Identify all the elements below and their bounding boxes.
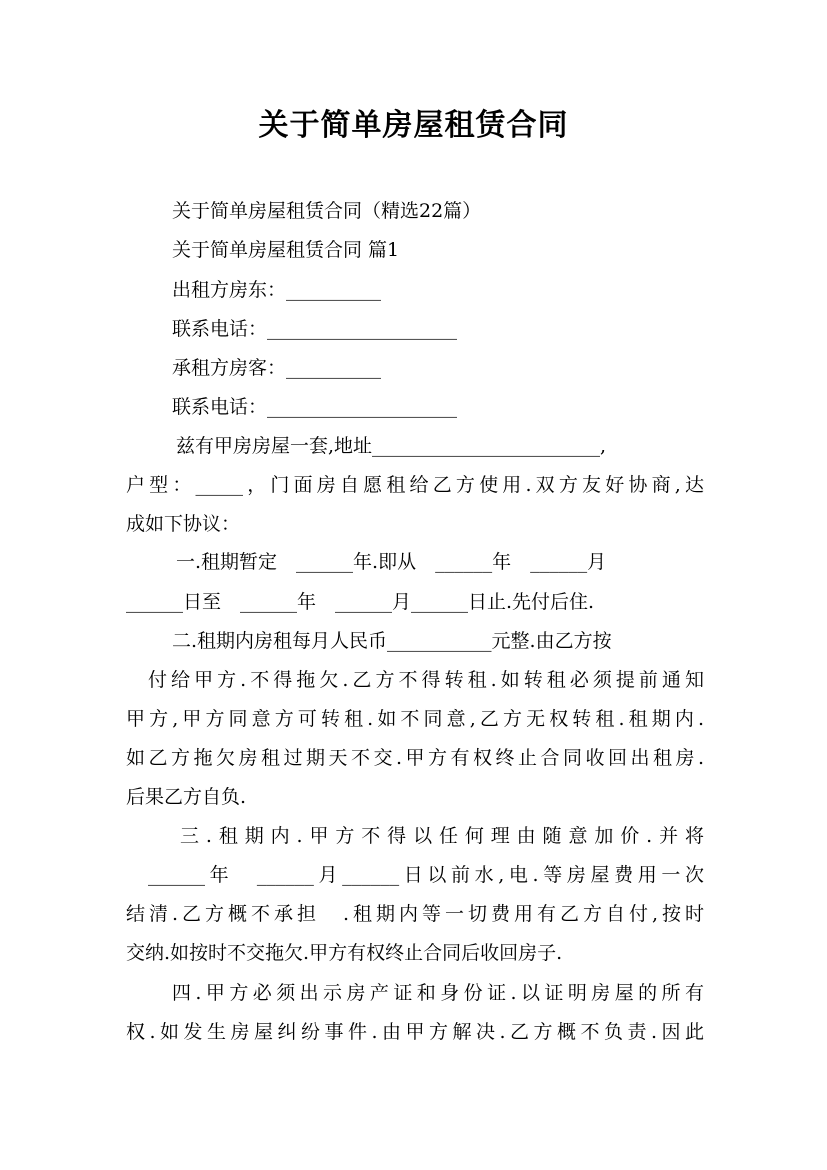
clause-2-line: 后果乙方自负.	[126, 786, 247, 808]
clause-3-line: 结清.乙方概不承担 .租期内等一切费用有乙方自付,按时	[126, 903, 704, 925]
lessor-phone-field: 联系电话：____________________	[172, 318, 458, 340]
clause-4-line: 权.如发生房屋纠纷事件.由甲方解决.乙方概不负责.因此	[126, 1021, 704, 1043]
paragraph-line: 户型：_____，门面房自愿租给乙方使用.双方友好协商,达	[126, 474, 704, 496]
clause-2-line: 如乙方拖欠房租过期天不交.甲方有权终止合同收回出租房.	[126, 747, 704, 769]
clause-1-line: 一.租期暂定 ______年.即从 ______年 ______月	[176, 551, 607, 573]
document-title: 关于简单房屋租赁合同	[258, 108, 569, 143]
clause-2-line: 付给甲方.不得拖欠.乙方不得转租.如转租必须提前通知	[148, 669, 704, 691]
lessor-field: 出租方房东：__________	[172, 279, 382, 301]
subtitle-line: 关于简单房屋租赁合同（精选22篇）	[172, 200, 482, 222]
clause-2-line: 二.租期内房租每月人民币___________元整.由乙方按	[172, 630, 612, 652]
clause-1-line: ______日至 ______年 ______月______日止.先付后住.	[126, 591, 595, 613]
section-heading: 关于简单房屋租赁合同 篇1	[172, 239, 400, 261]
clause-2-line: 甲方,甲方同意方可转租.如不同意,乙方无权转租.租期内.	[126, 708, 704, 730]
clause-3-line: 三.租期内.甲方不得以任何理由随意加价.并将	[180, 825, 704, 847]
clause-4-line: 四.甲方必须出示房产证和身份证.以证明房屋的所有	[172, 982, 704, 1004]
lessee-field: 承租方房客：__________	[172, 357, 382, 379]
paragraph-line: 成如下协议：	[126, 513, 241, 535]
lessee-phone-field: 联系电话：____________________	[172, 396, 458, 418]
clause-3-line: ______年 ______月______日以前水,电.等房屋费用一次	[148, 864, 704, 886]
clause-3-line: 交纳.如按时不交拖欠.甲方有权终止合同后收回房子.	[126, 942, 563, 964]
paragraph-line: 兹有甲房房屋一套,地址________________________,	[176, 435, 607, 457]
